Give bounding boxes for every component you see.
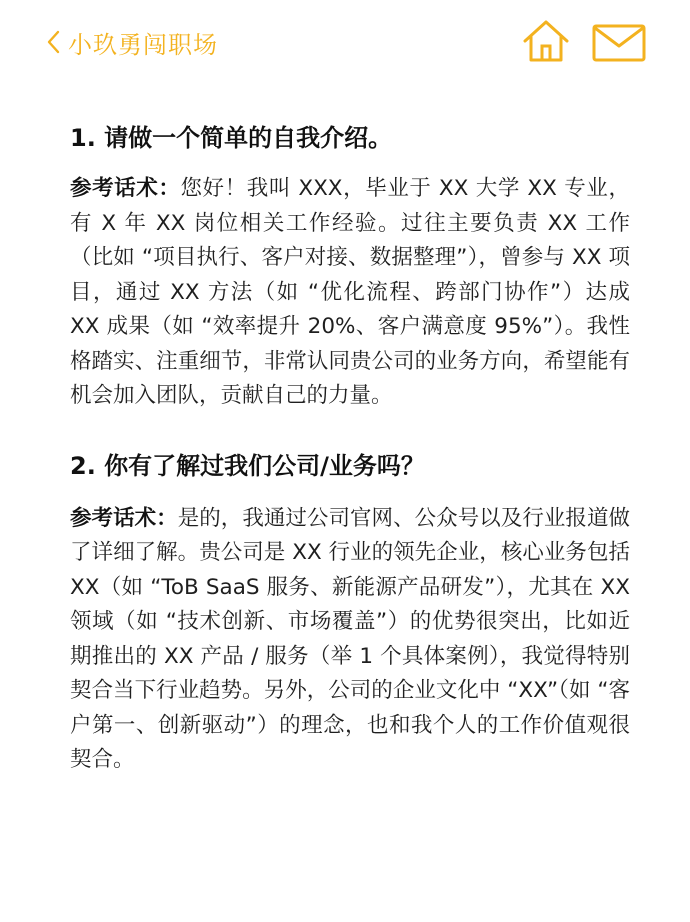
answer-text: 您好！我叫 XXX，毕业于 XX 大学 XX 专业，有 X 年 XX 岗位相关工作经验。过往主要负责 XX 工作（比如 “项目执行、客户对接、数据整理”），曾参与 XX 项目，通过 XX 方法（如 “优化流程、跨部门协作”）达成 XX 成果（如 “效率提升 20%、客户满意度 95%”）。我性格踏实、注重细节，非常认同贵公司的业务方向，希望能有机会加入团队，贡献自己的力量。 — [70, 176, 630, 408]
answer-paragraph — [70, 172, 630, 414]
back-button[interactable] — [44, 22, 218, 62]
mail-button[interactable] — [592, 24, 646, 62]
qa-content — [70, 118, 630, 778]
answer-label: 参考话术： — [70, 176, 181, 201]
qa-section-2 — [70, 446, 630, 778]
home-button[interactable] — [522, 18, 570, 64]
question-title: 2. 你有了解过我们公司/业务吗？ — [70, 451, 425, 480]
answer-paragraph — [70, 502, 630, 778]
mail-icon — [592, 24, 646, 62]
back-label: 小玖勇闯职场 — [68, 30, 218, 59]
home-icon — [522, 18, 570, 64]
answer-label: 参考话术： — [70, 505, 178, 531]
qa-section-1 — [70, 118, 630, 414]
question-title: 1. 请做一个简单的自我介绍。 — [70, 124, 393, 152]
chevron-left-icon — [44, 29, 64, 55]
top-bar — [0, 0, 690, 90]
answer-text: 是的，我通过公司官网、公众号以及行业报道做了详细了解。贵公司是 XX 行业的领先企业，核心业务包括 XX（如 “ToB SaaS 服务、新能源产品研发”），尤其在 XX 领域（如 “技术创新、市场覆盖”）的优势很突出，比如近期推出的 XX 产品 / 服务（举 1 个具体案例），我觉得特别契合当下行业趋势。另外，公司的企业文化中 “XX”（如 “客户第一、创新驱动”）的理念，也和我个人的工作价值观很契合。 — [70, 505, 630, 772]
